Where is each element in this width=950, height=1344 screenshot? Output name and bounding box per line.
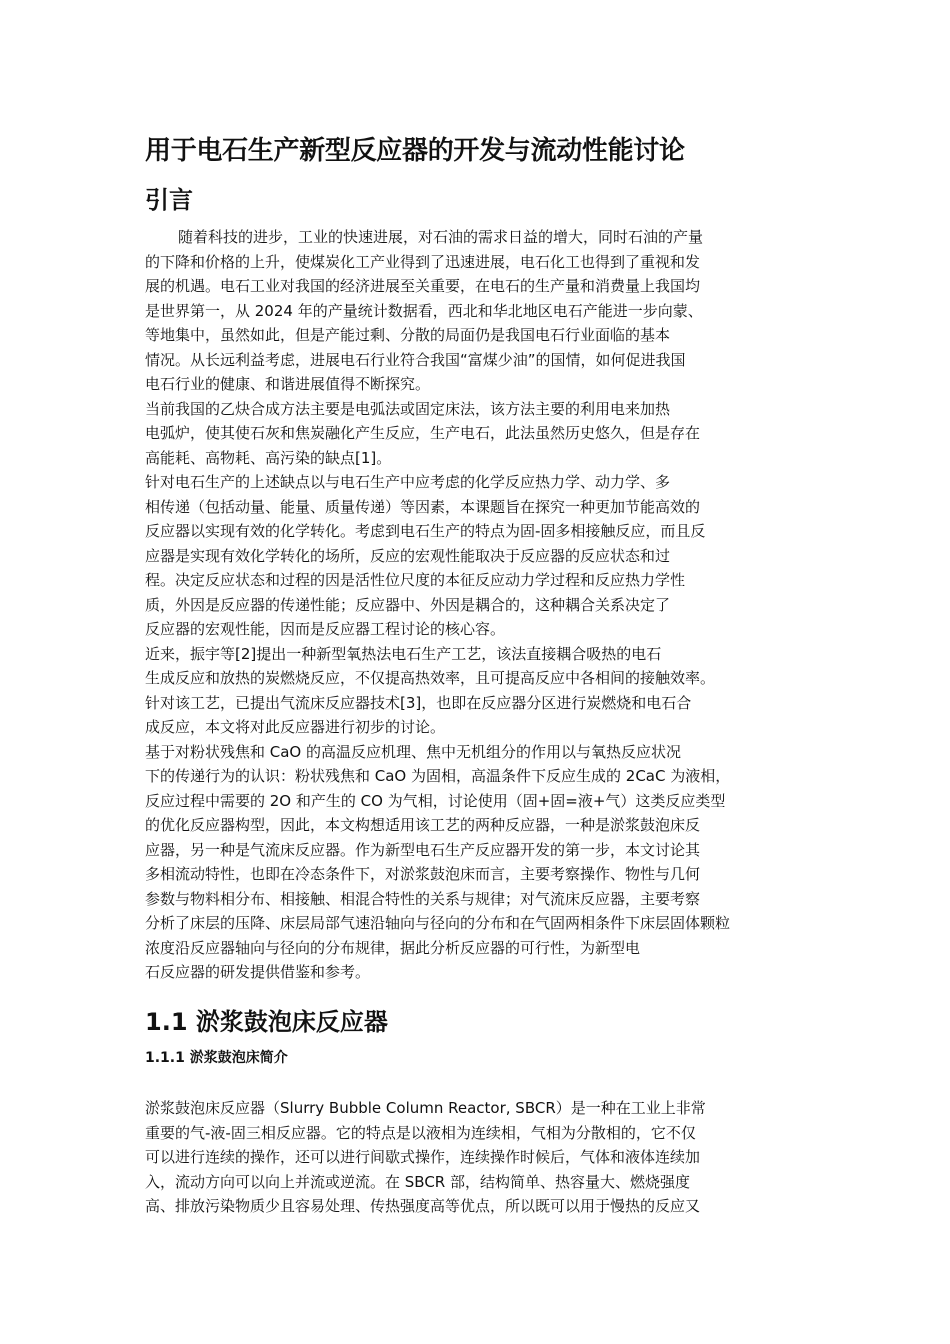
text-line: 反应过程中需要的 2O 和产生的 CO 为气相，讨论使用（固+固=液+气）这类反应类型 (145, 791, 726, 810)
text-line: 高能耗、高物耗、高污染的缺点[1]。 (145, 448, 392, 467)
text-line: 下的传递行为的认识：粉状残焦和 CaO 为固相，高温条件下反应生成的 2CaC 为液相， (145, 767, 731, 785)
text-line: 等地集中，虽然如此，但是产能过剩、分散的局面仍是我国电石行业面临的基本 (145, 326, 671, 344)
text-line: 情况。从长远利益考虑，进展电石行业符合我国“富煤少油”的国情，如何促进我国 (145, 350, 686, 369)
text-line: 当前我国的乙炔合成方法主要是电弧法或固定床法，该方法主要的利用电来加热 (145, 399, 671, 418)
text-line: 反应器以实现有效的化学转化。考虑到电石生产的特点为固-固多相接触反应，而且反 (145, 522, 706, 540)
text-line: 电弧炉，使其使石灰和焦炭融化产生反应，生产电石，此法虽然历史悠久，但是存在 (145, 424, 701, 442)
text-line: 的下降和价格的上升，使煤炭化工产业得到了迅速进展，电石化工也得到了重视和发 (145, 252, 701, 271)
text-line: 基于对粉状残焦和 CaO 的高温反应机理、焦中无机组分的作用以与氧热反应状况 (145, 742, 682, 761)
text-line: 随着科技的进步，工业的快速进展，对石油的需求日益的增大，同时石油的产量 (178, 228, 704, 246)
text-line: 是世界第一，从 2024 年的产量统计数据看，西北和华北地区电石产能进一步向蒙、 (145, 301, 703, 320)
text-line: 参数与物料相分布、相接触、相混合特性的关系与规律；对气流床反应器，主要考察 (145, 889, 701, 908)
text-line: 程。决定反应状态和过程的因是活性位尺度的本征反应动力学过程和反应热力学性 (145, 571, 686, 589)
text-line: 质，外因是反应器的传递性能；反应器中、外因是耦合的，这种耦合关系决定了 (145, 595, 671, 614)
text-line: 淤浆鼓泡床反应器（Slurry Bubble Column Reactor, SBCR）是一种在工业上非常 (145, 1099, 706, 1117)
text-line: 应器，另一种是气流床反应器。作为新型电石生产反应器开发的第一步，本文讨论其 (145, 840, 701, 859)
subsection-heading: 1.1.1 淤浆鼓泡床简介 (145, 1050, 288, 1066)
text-line: 应器是实现有效化学转化的场所，反应的宏观性能取决于反应器的反应状态和过 (145, 546, 671, 565)
text-line: 多相流动特性，也即在冷态条件下，对淤浆鼓泡床而言，主要考察操作、物性与几何 (145, 865, 701, 883)
text-line: 石反应器的研发提供借鉴和参考。 (145, 963, 371, 981)
text-line: 电石行业的健康、和谐进展值得不断探究。 (145, 375, 431, 393)
text-line: 针对电石生产的上述缺点以与电石生产中应考虑的化学反应热力学、动力学、多 (145, 473, 671, 491)
text-line: 入，流动方向可以向上并流或逆流。在 SBCR 部，结构简单、热容量大、燃烧强度 (145, 1172, 690, 1191)
intro-heading: 引言 (145, 186, 193, 214)
text-line: 重要的气-液-固三相反应器。它的特点是以液相为连续相，气相为分散相的，它不仅 (145, 1123, 696, 1142)
text-line: 生成反应和放热的炭燃烧反应，不仅提高热效率，且可提高反应中各相间的接触效率。 (145, 669, 716, 687)
text-line: 相传递（包括动量、能量、质量传递）等因素，本课题旨在探究一种更加节能高效的 (145, 497, 701, 516)
text-line: 反应器的宏观性能，因而是反应器工程讨论的核心容。 (145, 620, 506, 638)
text-line: 分析了床层的压降、床层局部气速沿轴向与径向的分布和在气固两相条件下床层固体颗粒 (145, 914, 731, 932)
text-line: 展的机遇。电石工业对我国的经济进展至关重要，在电石的生产量和消费量上我国均 (145, 277, 701, 295)
text-line: 高、排放污染物质少且容易处理、传热强度高等优点，所以既可以用于慢热的反应又 (145, 1197, 701, 1215)
section-body (145, 1096, 706, 1219)
text-line: 可以进行连续的操作，还可以进行间歇式操作，连续操作时候后，气体和液体连续加 (145, 1148, 701, 1166)
text-line: 浓度沿反应器轴向与径向的分布规律，据此分析反应器的可行性，为新型电 (145, 938, 641, 957)
text-line: 的优化反应器构型，因此，本文构想适用该工艺的两种反应器，一种是淤浆鼓泡床反 (145, 816, 701, 834)
text-line: 近来，振宇等[2]提出一种新型氧热法电石生产工艺，该法直接耦合吸热的电石 (145, 644, 662, 663)
document-title: 用于电石生产新型反应器的开发与流动性能讨论 (145, 136, 685, 166)
text-line: 成反应，本文将对此反应器进行初步的讨论。 (145, 718, 446, 736)
section-heading: 1.1 淤浆鼓泡床反应器 (145, 1008, 388, 1036)
text-line: 针对该工艺，已提出气流床反应器技术[3]，也即在反应器分区进行炭燃烧和电石合 (145, 693, 692, 712)
intro-body (145, 225, 730, 985)
